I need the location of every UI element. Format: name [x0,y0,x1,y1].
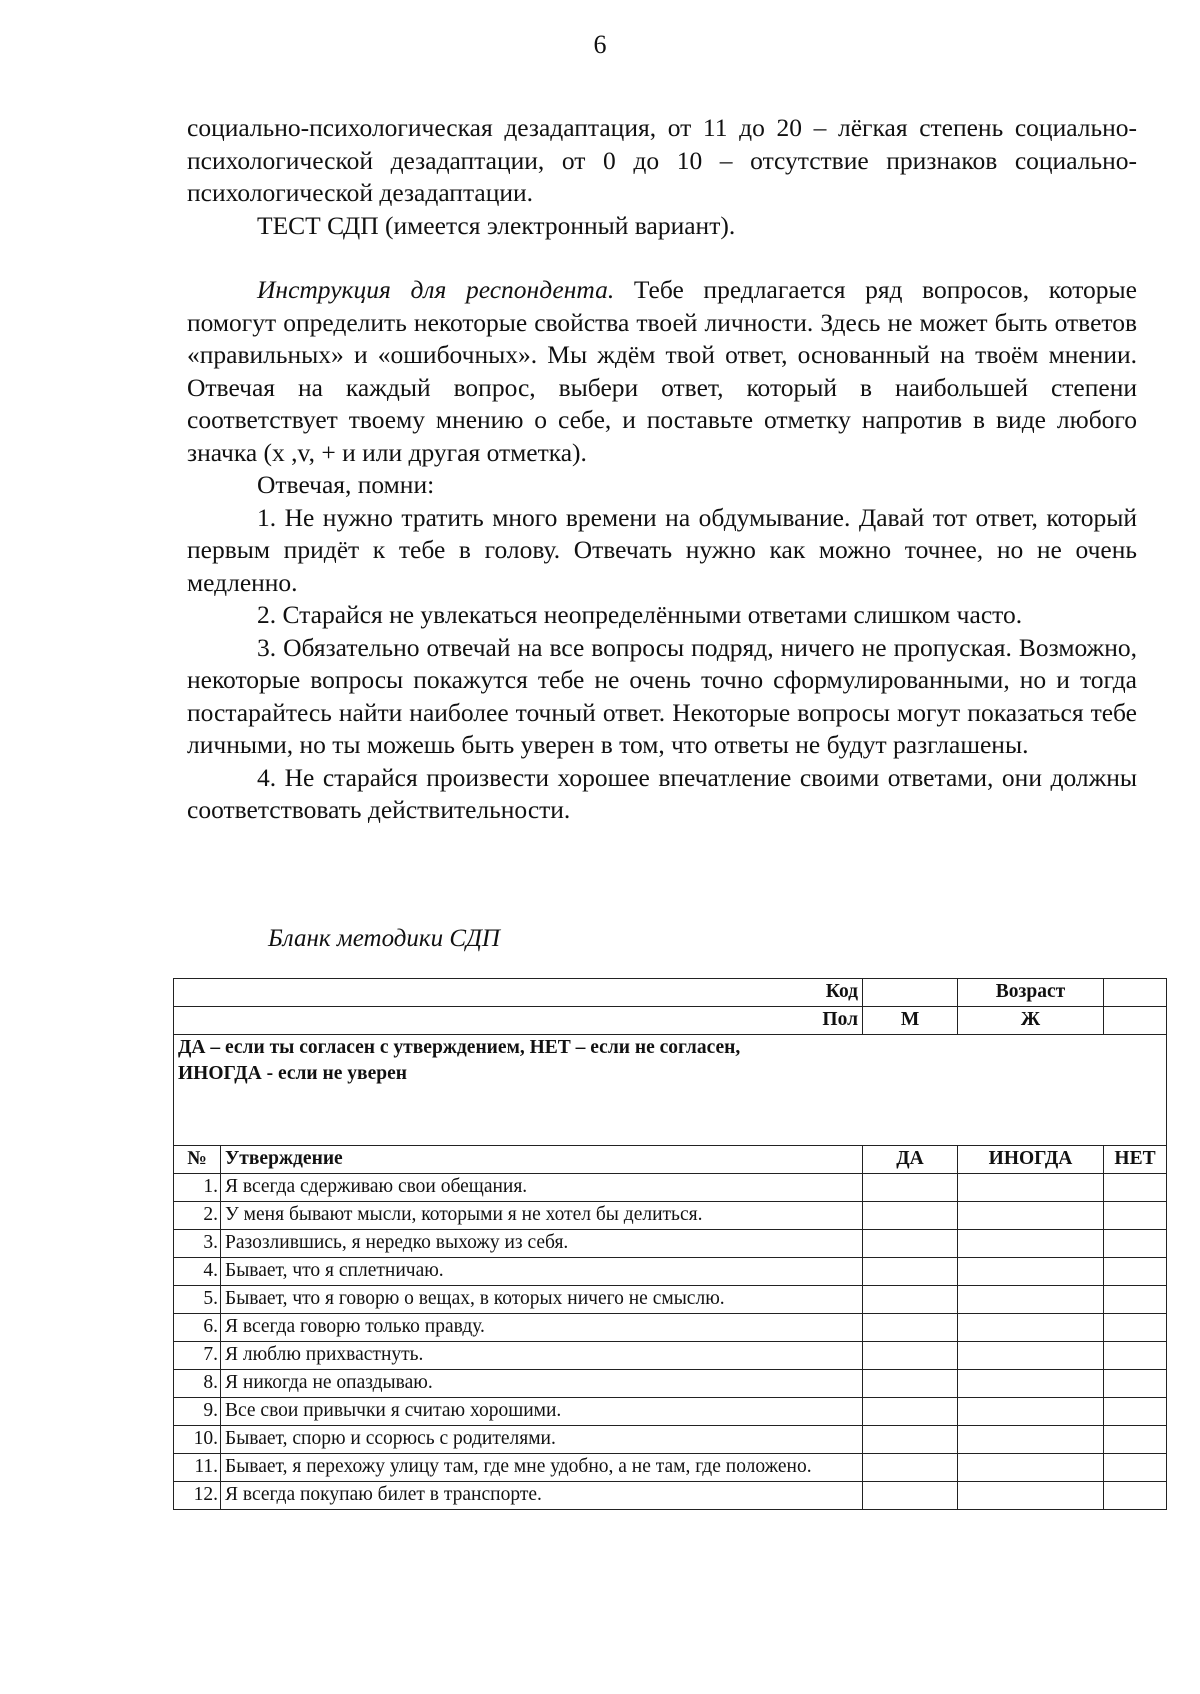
question-row [174,1174,1167,1202]
answer-no-cell[interactable] [1104,1286,1167,1314]
age-field[interactable] [1104,979,1167,1007]
question-text: Я всегда говорю только правду. [221,1314,863,1342]
answer-no-cell[interactable] [1104,1454,1167,1482]
answer-yes-cell[interactable] [863,1342,958,1370]
question-number: 3. [174,1230,221,1258]
question-text: Бывает, что я говорю о вещах, в которых ничего не смыслю. [221,1286,863,1314]
question-row [174,1342,1167,1370]
answer-yes-cell[interactable] [863,1314,958,1342]
answer-sometimes-cell[interactable] [958,1454,1104,1482]
answer-yes-cell[interactable] [863,1202,958,1230]
rule-2: 2. Старайся не увлекаться неопределёнными ответами слишком часто. [257,600,1023,629]
code-field[interactable] [863,979,958,1007]
rule-4: 4. Не старайся произвести хорошее впечатление своими ответами, они должны соответствовать действительности. [187,762,1137,824]
answer-no-cell[interactable] [1104,1342,1167,1370]
answer-yes-cell[interactable] [863,1398,958,1426]
question-row [174,1370,1167,1398]
paragraph-remember: Отвечая, помни: [257,470,435,499]
header-row [174,1146,1167,1174]
col-statement-header: Утверждение [221,1146,863,1174]
answer-no-cell[interactable] [1104,1174,1167,1202]
code-label: Код [174,979,863,1007]
answer-sometimes-cell[interactable] [958,1202,1104,1230]
paragraph-test-title: ТЕСТ СДП (имеется электронный вариант). [257,210,736,240]
question-row [174,1258,1167,1286]
col-yes-header: ДА [863,1146,958,1174]
answer-yes-cell[interactable] [863,1230,958,1258]
age-label: Возраст [958,979,1104,1007]
answer-instruction-line-2: ИНОГДА - если не уверен [178,1063,407,1084]
answer-yes-cell[interactable] [863,1174,958,1202]
question-text: Я никогда не опаздываю. [221,1370,863,1398]
answer-yes-cell[interactable] [863,1426,958,1454]
answer-yes-cell[interactable] [863,1482,958,1510]
rule-1: 1. Не нужно тратить много времени на обдумывание. Давай тот ответ, который первым придёт к тебе в голову. Отвечать нужно как можно точнее, но не очень медленно. [187,502,1137,597]
question-text: Я всегда покупаю билет в транспорте. [221,1482,863,1510]
question-text: Я люблю прихвастнуть. [221,1342,863,1370]
answer-no-cell[interactable] [1104,1370,1167,1398]
answer-sometimes-cell[interactable] [958,1370,1104,1398]
answer-sometimes-cell[interactable] [958,1398,1104,1426]
answer-sometimes-cell[interactable] [958,1342,1104,1370]
sex-empty-cell [1104,1007,1167,1035]
question-row [174,1314,1167,1342]
answer-sometimes-cell[interactable] [958,1230,1104,1258]
paragraph-scoring: социально-психологическая дезадаптация, от 11 до 20 – лёгкая степень социально-психологической дезадаптации, от 0 до 10 – отсутствие признаков социально-психологической дезадаптации. [187,113,1137,207]
instruction-row [174,1035,1167,1146]
instruction-text: Тебе предлагается ряд вопросов, которые помогут определить некоторые свойства твоей личности. Здесь не может быть ответов «правильных» и «ошибочных». Мы ждём твой ответ, основанный на твоём мнении. Отвечая на каждый вопрос, выбери ответ, который в наибольшей степени соответствует твоему мнению о себе, и поставьте отметку напротив в виде любого значка (х ,v, + и или другая отметка). [187,275,1137,467]
answer-sometimes-cell[interactable] [958,1426,1104,1454]
answer-sometimes-cell[interactable] [958,1286,1104,1314]
sex-m-option[interactable]: М [863,1007,958,1035]
col-sometimes-header: ИНОГДА [958,1146,1104,1174]
question-number: 11. [174,1454,221,1482]
question-text: Я всегда сдерживаю свои обещания. [221,1174,863,1202]
question-row [174,1230,1167,1258]
question-row [174,1286,1167,1314]
question-text: Все свои привычки я считаю хорошими. [221,1398,863,1426]
answer-no-cell[interactable] [1104,1202,1167,1230]
answer-no-cell[interactable] [1104,1398,1167,1426]
question-rows [174,1174,1167,1510]
answer-sometimes-cell[interactable] [958,1258,1104,1286]
answer-no-cell[interactable] [1104,1482,1167,1510]
col-no-header: НЕТ [1104,1146,1167,1174]
page-number: 6 [593,30,607,59]
question-text: У меня бывают мысли, которыми я не хотел бы делиться. [221,1202,863,1230]
answer-sometimes-cell[interactable] [958,1174,1104,1202]
col-number-header: № [174,1146,221,1174]
question-row [174,1482,1167,1510]
question-number: 5. [174,1286,221,1314]
answer-yes-cell[interactable] [863,1370,958,1398]
question-row [174,1398,1167,1426]
answer-no-cell[interactable] [1104,1426,1167,1454]
answer-no-cell[interactable] [1104,1230,1167,1258]
question-number: 1. [174,1174,221,1202]
answer-instruction [174,1035,1167,1146]
rule-3: 3. Обязательно отвечай на все вопросы подряд, ничего не пропуская. Возможно, некоторые вопросы покажутся тебе не очень точно сформулированными, но и тогда постарайтесь найти наиболее точный ответ. Некоторые вопросы могут показаться тебе личными, но ты можешь быть уверен в том, что ответы не будут разглашены. [187,632,1137,759]
sex-row [174,1007,1167,1035]
question-number: 4. [174,1258,221,1286]
answer-sometimes-cell[interactable] [958,1314,1104,1342]
answer-yes-cell[interactable] [863,1286,958,1314]
body-text [187,112,1137,827]
question-text: Бывает, спорю и ссорюсь с родителями. [221,1426,863,1454]
answer-no-cell[interactable] [1104,1314,1167,1342]
question-row [174,1202,1167,1230]
question-text: Бывает, что я сплетничаю. [221,1258,863,1286]
instruction-heading: Инструкция для респондента. [257,275,615,304]
question-row [174,1426,1167,1454]
answer-instruction-line-1: ДА – если ты согласен с утверждением, НЕТ – если не согласен, [178,1037,741,1058]
paragraph-instruction [187,274,1137,469]
answer-form-table [173,978,1167,1510]
question-text: Бывает, я перехожу улицу там, где мне удобно, а не там, где положено. [221,1454,863,1482]
question-number: 10. [174,1426,221,1454]
question-number: 7. [174,1342,221,1370]
answer-yes-cell[interactable] [863,1258,958,1286]
question-number: 9. [174,1398,221,1426]
answer-sometimes-cell[interactable] [958,1482,1104,1510]
question-row [174,1454,1167,1482]
code-age-row [174,979,1167,1007]
answer-yes-cell[interactable] [863,1454,958,1482]
sex-f-option[interactable]: Ж [958,1007,1104,1035]
question-number: 2. [174,1202,221,1230]
sex-label: Пол [174,1007,863,1035]
question-number: 12. [174,1482,221,1510]
question-number: 6. [174,1314,221,1342]
question-text: Разозлившись, я нередко выхожу из себя. [221,1230,863,1258]
answer-no-cell[interactable] [1104,1258,1167,1286]
question-number: 8. [174,1370,221,1398]
form-caption: Бланк методики СДП [268,925,500,952]
